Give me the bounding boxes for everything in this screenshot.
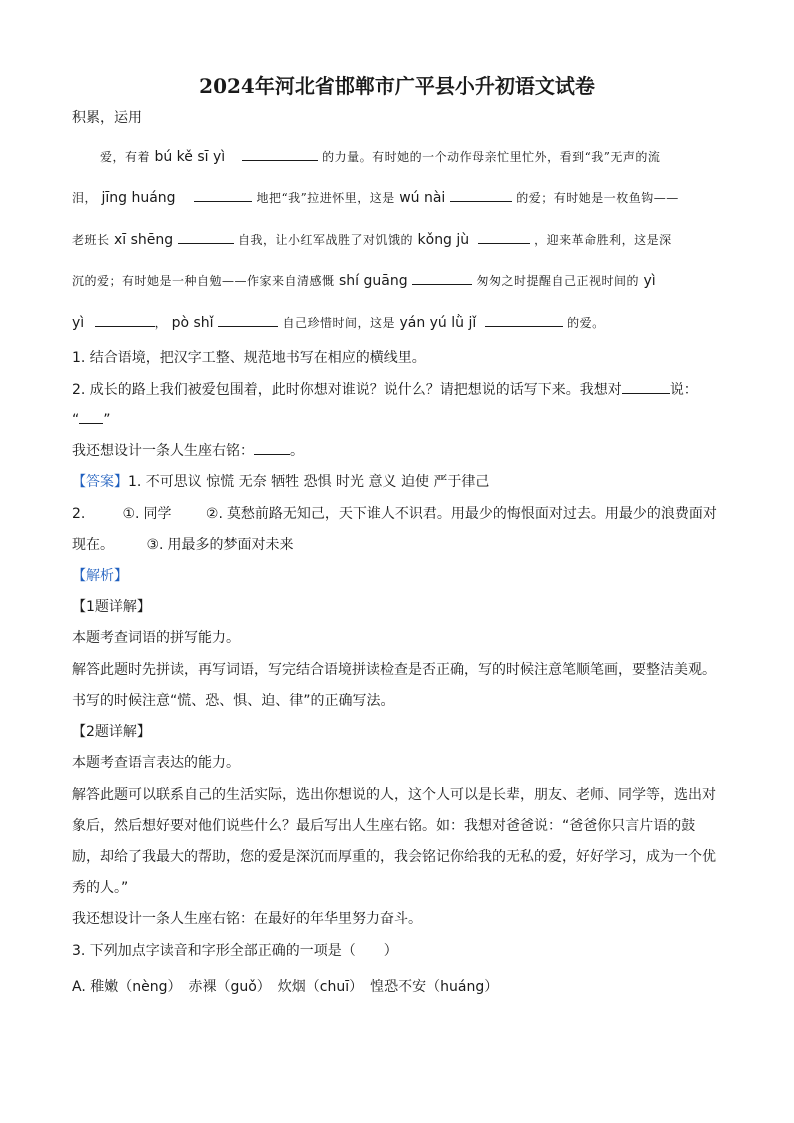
pinyin: shí guāng [338, 273, 408, 289]
passage-line-2 [72, 187, 679, 208]
detail-2-line: 象后，然后想好要对他们说些什么？最后写出人生座右铭。如：我想对爸爸说：“爸爸你只言片语的鼓 [72, 818, 696, 834]
passage-text: 自我，让小红军战胜了对饥饿的 [238, 233, 414, 247]
circled-number: ①. [122, 506, 140, 522]
answer-text: 1. 不可思议 惊慌 无奈 牺牲 恐惧 时光 意义 迫使 严于律己 [128, 474, 490, 490]
fill-blank[interactable] [218, 312, 278, 327]
fill-blank[interactable] [485, 312, 563, 327]
detail-1-line: 书写的时候注意“慌、恐、惧、迫、律”的正确写法。 [72, 693, 395, 709]
passage-text: 的力量。有时她的一个动作母亲忙里忙外，看到“我”无声的流 [322, 150, 661, 164]
question-2-quote [72, 409, 111, 430]
pinyin: xī shēng [113, 232, 174, 248]
answer-text: 用最多的梦面对未来 [167, 537, 294, 553]
passage-line-5 [72, 312, 605, 333]
question-2-text: 2. 成长的路上我们被爱包围着，此时你想对谁说？说什么？请把想说的话写下来。我想对 [72, 382, 622, 398]
answer-line-3 [72, 535, 293, 555]
pinyin: wú nài [399, 190, 446, 206]
detail-2-line: 我还想设计一条人生座右铭：在最好的年华里努力奋斗。 [72, 911, 422, 927]
pinyin: pò shǐ [171, 315, 214, 331]
passage-text: 地把“我”拉进怀里，这是 [256, 191, 395, 205]
pinyin: kǒng jù [417, 232, 470, 248]
pinyin: bú kě sī yì [154, 149, 226, 165]
passage-text: 老班长 [72, 233, 110, 247]
detail-2-line: 秀的人。” [72, 880, 129, 896]
fill-blank[interactable] [622, 379, 670, 394]
passage-text: 泪， [72, 191, 98, 205]
passage-line-4 [72, 270, 656, 291]
passage-text: 匆匆之时提醒自己正视时间的 [476, 274, 639, 288]
detail-2-line: 解答此题可以联系自己的生活实际，选出你想说的人，这个人可以是长辈，朋友、老师、同学等，选出对 [72, 787, 716, 803]
motto-text: 。 [290, 443, 304, 459]
passage-line-3 [72, 229, 672, 250]
detail-2-line: 励，却给了我最大的帮助，您的爱是深沉而厚重的，我会铭记你给我的无私的爱，好好学习，成为一个优 [72, 849, 716, 865]
passage-text: 的爱。 [567, 316, 605, 330]
quote-mark: “ [72, 412, 80, 428]
fill-blank[interactable] [478, 229, 530, 244]
pinyin: yì [72, 315, 85, 331]
detail-2-line: 本题考查语言表达的能力。 [72, 755, 240, 771]
fill-blank[interactable] [194, 187, 252, 202]
fill-blank[interactable] [242, 146, 318, 161]
motto-text: 我还想设计一条人生座右铭： [72, 443, 254, 459]
answer-line-1 [72, 472, 489, 492]
pinyin: yán yú lǜ jǐ [399, 315, 477, 331]
pinyin: jīng huáng [101, 190, 176, 206]
fill-blank[interactable] [95, 312, 155, 327]
pinyin: yì [643, 273, 656, 289]
quote-mark: ” [103, 412, 111, 428]
section-label: 积累，运用 [72, 110, 142, 126]
question-3: 3. 下列加点字读音和字形全部正确的一项是（ ） [72, 943, 398, 959]
passage-text: ， [154, 316, 168, 330]
fill-blank[interactable] [254, 440, 290, 455]
page-title: 2024年河北省邯郸市广平县小升初语文试卷 [199, 74, 595, 98]
answer-line-2 [72, 504, 717, 524]
question-3-option-a[interactable]: A. 稚嫩（nèng） 赤裸（guǒ） 炊烟（chuī） 惶恐不安（huáng） [72, 979, 499, 995]
question-2 [72, 379, 698, 400]
fill-blank[interactable] [79, 409, 103, 424]
answer-tag: 【答案】 [72, 474, 128, 490]
analysis-tag: 【解析】 [72, 568, 128, 584]
circled-number: ②. [205, 506, 223, 522]
answer-number: 2. [72, 506, 86, 522]
fill-blank[interactable] [412, 270, 472, 285]
fill-blank[interactable] [178, 229, 234, 244]
detail-2-tag: 【2题详解】 [72, 724, 151, 740]
question-2-text: 说： [669, 382, 698, 398]
question-1: 1. 结合语境，把汉字工整、规范地书写在相应的横线里。 [72, 350, 426, 366]
passage-text: ，迎来革命胜利，这是深 [534, 233, 672, 247]
passage-text: 自己珍惜时间，这是 [282, 316, 395, 330]
detail-1-tag: 【1题详解】 [72, 599, 151, 615]
passage-text: 的爱；有时她是一枚鱼钩—— [516, 191, 679, 205]
question-2-motto [72, 440, 304, 461]
passage-line-1 [100, 146, 660, 167]
circled-number: ③. [146, 537, 164, 553]
answer-text: 莫愁前路无知己，天下谁人不识君。用最少的悔恨面对过去。用最少的浪费面对 [226, 506, 717, 522]
passage-text: 爱，有着 [100, 150, 151, 164]
passage-text: 沉的爱；有时她是一种自勉——作家来自清感慨 [72, 274, 335, 288]
fill-blank[interactable] [450, 187, 512, 202]
detail-1-line: 解答此题时先拼读，再写词语，写完结合语境拼读检查是否正确，写的时候注意笔顺笔画，要整洁美观。 [72, 662, 716, 678]
answer-text: 现在。 [72, 537, 114, 553]
answer-text: 同学 [143, 506, 172, 522]
detail-1-line: 本题考查词语的拼写能力。 [72, 630, 240, 646]
